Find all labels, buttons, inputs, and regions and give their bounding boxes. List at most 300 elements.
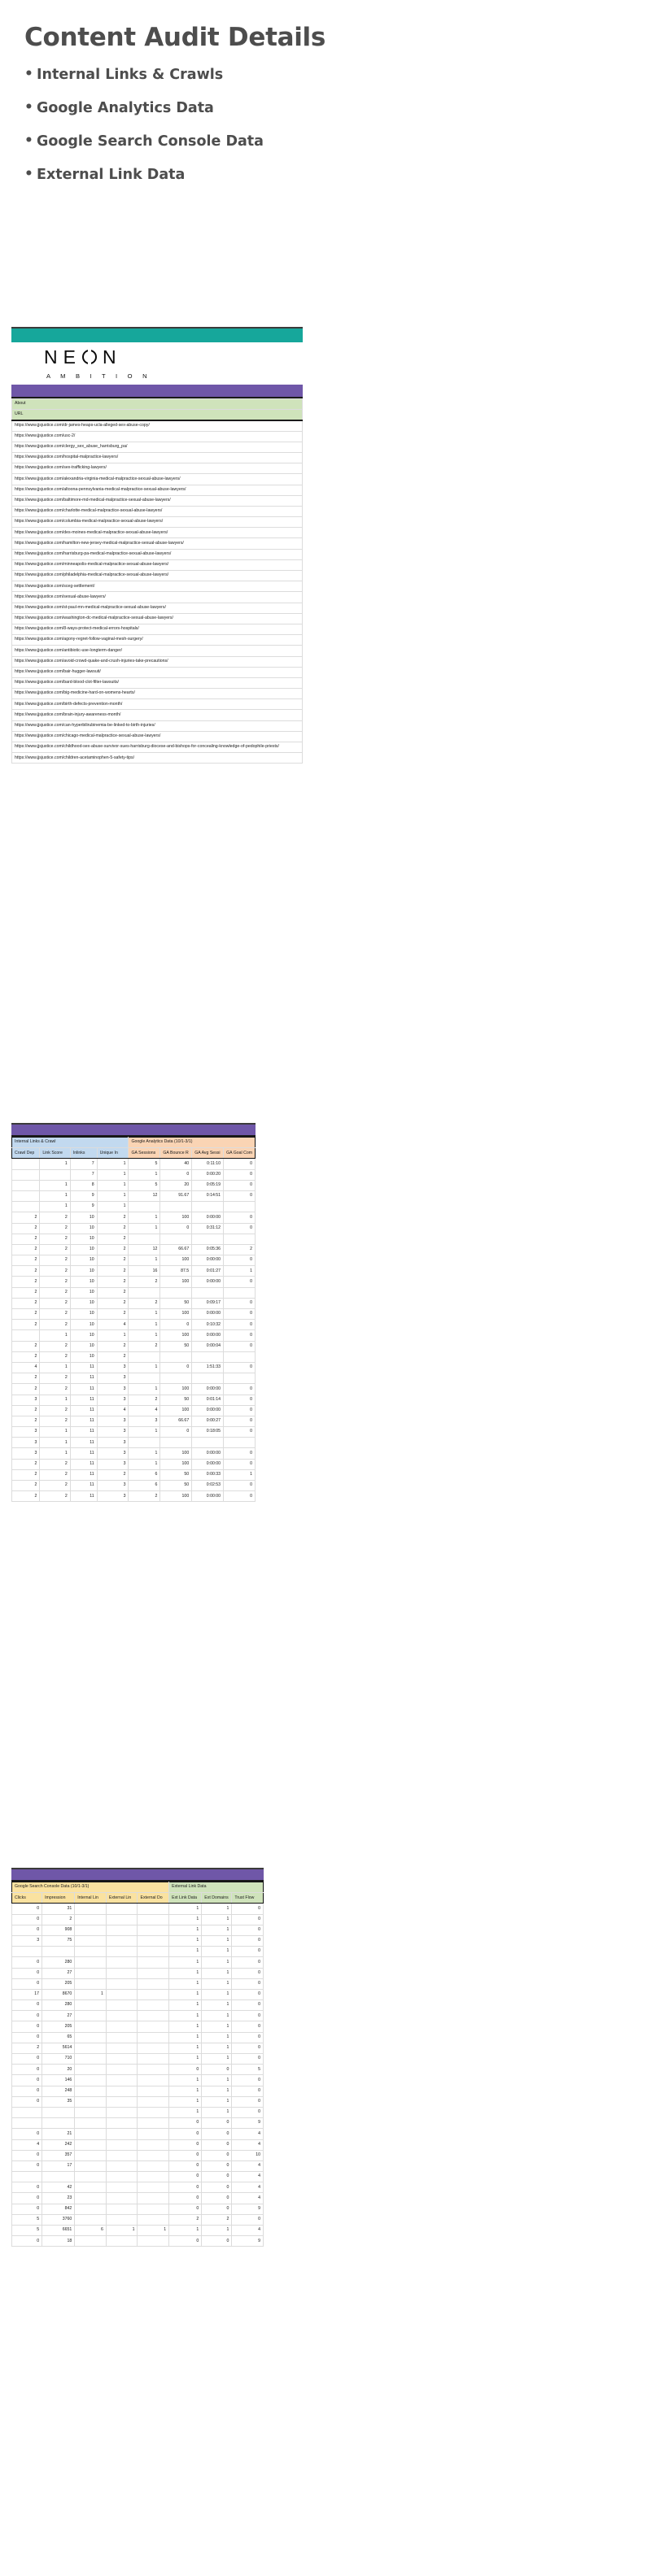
table-cell[interactable]: 0 [169,2118,202,2129]
column-header[interactable]: External Lin [106,1893,138,1904]
table-cell[interactable] [106,1925,138,1935]
table-cell[interactable] [192,1287,224,1298]
table-cell[interactable]: 1 [202,2011,232,2021]
table-cell[interactable]: 0:00:00 [192,1330,224,1341]
table-cell[interactable]: 10 [70,1212,97,1223]
table-cell[interactable]: 11 [70,1438,97,1448]
url-cell[interactable]: https://www.jjsjustice.com/minneapolis-medical-malpractice-sexual-abuse-lawyers/ [12,559,303,570]
table-cell[interactable] [75,1935,107,1946]
table-cell[interactable]: 0:11:10 [192,1159,224,1169]
table-cell[interactable] [75,2000,107,2011]
table-cell[interactable] [42,2118,75,2129]
table-cell[interactable]: 2 [12,1255,40,1266]
table-cell[interactable]: 1 [138,2226,169,2236]
table-cell[interactable]: 0 [224,1223,256,1234]
table-cell[interactable]: 0 [232,1925,264,1935]
table-cell[interactable]: 1 [224,1469,256,1480]
table-cell[interactable] [138,1978,169,1989]
url-cell[interactable]: https://www.jjsjustice.com/harrisburg-pa-medical-malpractice-sexual-abuse-lawyers/ [12,549,303,559]
table-cell[interactable] [106,2000,138,2011]
table-cell[interactable] [106,2214,138,2225]
table-cell[interactable]: 2 [97,1255,129,1266]
url-cell[interactable]: https://www.jjsjustice.com/alexandria-virginia-medical-malpractice-sexual-abuse-lawyers/ [12,474,303,485]
table-cell[interactable]: 6 [75,2226,107,2236]
table-cell[interactable] [75,2150,107,2160]
table-cell[interactable] [106,2021,138,2032]
table-cell[interactable] [106,2193,138,2204]
table-cell[interactable]: 0 [232,2054,264,2065]
table-cell[interactable]: 100 [160,1491,192,1502]
table-cell[interactable] [75,2139,107,2150]
table-cell[interactable]: 1 [169,1957,202,1968]
url-cell[interactable]: https://www.jjsjustice.com/sex-trafficking-lawyers/ [12,463,303,474]
url-cell[interactable]: https://www.jjsjustice.com/sceg-settlement/ [12,581,303,592]
table-cell[interactable]: 1 [129,1427,160,1438]
table-cell[interactable]: 2 [12,1244,40,1255]
table-cell[interactable]: 1 [40,1330,70,1341]
table-cell[interactable]: 3 [97,1427,129,1438]
table-cell[interactable]: 2 [40,1341,70,1351]
table-cell[interactable]: 0 [232,1957,264,1968]
table-cell[interactable] [106,2236,138,2247]
table-cell[interactable] [75,2182,107,2193]
table-cell[interactable]: 2 [12,1469,40,1480]
table-cell[interactable]: 0 [160,1427,192,1438]
table-cell[interactable]: 1 [106,2226,138,2236]
url-cell[interactable]: https://www.jjsjustice.com/bair-hugger-lawsuit/ [12,667,303,677]
table-cell[interactable]: 1 [202,2043,232,2053]
table-cell[interactable]: 1 [169,1989,202,1999]
table-cell[interactable]: 2 [12,1491,40,1502]
table-cell[interactable]: 100 [160,1309,192,1320]
table-cell[interactable]: 100 [160,1330,192,1341]
table-cell[interactable]: 17 [42,2160,75,2171]
table-cell[interactable] [12,1330,40,1341]
table-cell[interactable]: 0 [12,2086,42,2096]
table-cell[interactable]: 11 [70,1459,97,1469]
table-cell[interactable]: 1 [169,2096,202,2107]
table-cell[interactable]: 5 [129,1159,160,1169]
table-cell[interactable] [12,1202,40,1212]
table-cell[interactable]: 1 [202,1957,232,1968]
table-cell[interactable]: 0 [202,2182,232,2193]
table-cell[interactable]: 1 [202,2107,232,2117]
table-cell[interactable]: 2 [40,1212,70,1223]
table-cell[interactable] [106,1989,138,1999]
table-cell[interactable]: 50 [160,1395,192,1405]
table-cell[interactable]: 3 [97,1448,129,1459]
table-cell[interactable] [75,1904,107,1914]
table-cell[interactable]: 1 [129,1330,160,1341]
table-cell[interactable] [224,1351,256,1362]
table-cell[interactable] [138,2129,169,2139]
table-cell[interactable]: 2 [12,1212,40,1223]
table-cell[interactable]: 0:05:36 [192,1244,224,1255]
table-cell[interactable]: 2 [40,1469,70,1480]
table-cell[interactable]: 3 [129,1416,160,1426]
table-cell[interactable]: 1 [202,1904,232,1914]
table-cell[interactable]: 1 [202,2075,232,2086]
table-cell[interactable]: 100 [160,1459,192,1469]
table-cell[interactable]: 4 [129,1405,160,1416]
table-cell[interactable] [106,2204,138,2214]
table-cell[interactable]: 2 [12,1234,40,1244]
table-cell[interactable]: 0 [232,2032,264,2043]
table-cell[interactable]: 0:00:00 [192,1459,224,1469]
table-cell[interactable]: 2 [12,1405,40,1416]
table-cell[interactable]: 2 [129,1341,160,1351]
table-cell[interactable] [75,2096,107,2107]
table-cell[interactable] [129,1287,160,1298]
table-cell[interactable]: 1 [97,1169,129,1180]
table-cell[interactable]: 1 [169,1935,202,1946]
table-cell[interactable]: 2 [224,1244,256,1255]
table-cell[interactable]: 1 [202,1978,232,1989]
table-cell[interactable] [75,2065,107,2075]
table-cell[interactable]: 2 [97,1287,129,1298]
table-cell[interactable] [106,1957,138,1968]
table-cell[interactable]: 2 [129,1277,160,1287]
table-cell[interactable] [106,2054,138,2065]
table-cell[interactable]: 1 [97,1202,129,1212]
table-cell[interactable] [12,1190,40,1201]
table-cell[interactable]: 10 [70,1266,97,1277]
table-cell[interactable]: 27 [42,1968,75,1978]
table-cell[interactable]: 4 [232,2160,264,2171]
table-cell[interactable]: 3 [97,1384,129,1395]
url-cell[interactable]: https://www.jjsjustice.com/avoid-crowd-quake-and-crush-injuries-take-precautions/ [12,656,303,667]
table-cell[interactable]: 16 [129,1266,160,1277]
table-cell[interactable]: 50 [160,1298,192,1308]
table-cell[interactable]: 0:00:04 [192,1341,224,1351]
table-cell[interactable]: 205 [42,2021,75,2032]
table-cell[interactable]: 1 [202,2054,232,2065]
table-cell[interactable]: 0 [169,2193,202,2204]
table-cell[interactable]: 4 [232,2172,264,2182]
table-cell[interactable]: 0 [160,1169,192,1180]
table-cell[interactable]: 2 [40,1481,70,1491]
table-cell[interactable]: 1 [202,2226,232,2236]
table-cell[interactable]: 0 [12,1968,42,1978]
table-cell[interactable]: 1 [129,1255,160,1266]
table-cell[interactable] [12,1947,42,1957]
table-cell[interactable] [138,2107,169,2117]
table-cell[interactable]: 0 [224,1212,256,1223]
table-cell[interactable] [42,1947,75,1957]
column-header[interactable]: Crawl Dep [12,1148,40,1159]
table-cell[interactable]: 2 [40,1266,70,1277]
url-cell[interactable]: https://www.jjsjustice.com/clergy_sex_abuse_harrisburg_pa/ [12,442,303,452]
table-cell[interactable]: 0 [202,2160,232,2171]
table-cell[interactable]: 3 [12,1427,40,1438]
url-cell[interactable]: https://www.jjsjustice.com/can-hyperbilirubinemia-be-linked-to-birth-injuries/ [12,720,303,731]
table-cell[interactable]: 1 [169,2075,202,2086]
table-cell[interactable]: 0:00:00 [192,1309,224,1320]
table-cell[interactable]: 3 [12,1935,42,1946]
table-cell[interactable] [129,1438,160,1448]
table-cell[interactable]: 2 [97,1469,129,1480]
table-cell[interactable]: 27 [42,2011,75,2021]
table-cell[interactable]: 100 [160,1405,192,1416]
table-cell[interactable]: 75 [42,1935,75,1946]
table-cell[interactable] [106,2086,138,2096]
table-cell[interactable]: 0 [12,2150,42,2160]
url-cell[interactable]: https://www.jjsjustice.com/8-ways-protect-medical-errors-hospitals/ [12,624,303,634]
table-cell[interactable]: 42 [42,2182,75,2193]
table-cell[interactable] [106,2182,138,2193]
table-cell[interactable]: 2 [12,2043,42,2053]
table-cell[interactable]: 2 [40,1459,70,1469]
table-cell[interactable] [106,2065,138,2075]
table-cell[interactable]: 2 [129,1491,160,1502]
table-cell[interactable]: 35 [42,2096,75,2107]
table-cell[interactable]: 12 [129,1244,160,1255]
table-cell[interactable]: 710 [42,2054,75,2065]
table-cell[interactable] [138,1968,169,1978]
table-cell[interactable]: 242 [42,2139,75,2150]
table-cell[interactable]: 0 [224,1384,256,1395]
table-cell[interactable] [75,2236,107,2247]
table-cell[interactable]: 2 [12,1416,40,1426]
table-cell[interactable]: 0 [12,2075,42,2086]
table-cell[interactable]: 1 [97,1159,129,1169]
table-cell[interactable]: 908 [42,1925,75,1935]
table-cell[interactable]: 11 [70,1448,97,1459]
table-cell[interactable]: 1 [40,1190,70,1201]
column-header[interactable]: External Do [138,1893,169,1904]
table-cell[interactable]: 0 [202,2065,232,2075]
table-cell[interactable]: 4 [232,2193,264,2204]
table-cell[interactable] [138,2150,169,2160]
url-cell[interactable]: https://www.jjsjustice.com/childhood-sex-abuse-survivor-sues-harrisburg-diocese-and-bishops-for-concealing-knowledge-of-pedophile-priests/ [12,742,303,753]
table-cell[interactable]: 0 [232,2043,264,2053]
table-cell[interactable] [75,2032,107,2043]
table-cell[interactable]: 2 [169,2214,202,2225]
table-cell[interactable]: 11 [70,1427,97,1438]
table-cell[interactable]: 11 [70,1405,97,1416]
table-cell[interactable] [75,1914,107,1925]
table-cell[interactable]: 357 [42,2150,75,2160]
table-cell[interactable]: 9 [232,2236,264,2247]
column-header[interactable]: Ext Domains [202,1893,232,1904]
table-cell[interactable] [138,1957,169,1968]
table-cell[interactable]: 0 [169,2160,202,2171]
url-cell[interactable]: https://www.jjsjustice.com/hamilton-new-jersey-medical-malpractice-sexual-abuse-lawyers/ [12,538,303,549]
table-cell[interactable]: 2 [40,1234,70,1244]
table-cell[interactable] [12,2118,42,2129]
table-cell[interactable]: 3 [97,1481,129,1491]
table-cell[interactable]: 100 [160,1255,192,1266]
table-cell[interactable] [12,1180,40,1190]
table-cell[interactable]: 0:10:32 [192,1320,224,1330]
table-cell[interactable]: 100 [160,1384,192,1395]
table-cell[interactable]: 0 [12,2193,42,2204]
table-cell[interactable]: 3 [97,1373,129,1384]
table-cell[interactable]: 0 [232,1989,264,1999]
table-cell[interactable]: 17 [12,1989,42,1999]
table-cell[interactable]: 0 [224,1190,256,1201]
table-cell[interactable] [138,2214,169,2225]
table-cell[interactable]: 50 [160,1341,192,1351]
table-cell[interactable]: 0 [232,1914,264,1925]
table-cell[interactable] [224,1234,256,1244]
table-cell[interactable]: 1 [202,2021,232,2032]
table-cell[interactable] [12,2172,42,2182]
table-cell[interactable]: 1 [40,1202,70,1212]
table-cell[interactable] [106,2011,138,2021]
table-cell[interactable] [138,2160,169,2171]
table-cell[interactable] [75,2021,107,2032]
table-cell[interactable]: 8670 [42,1989,75,1999]
column-header[interactable]: Ext Link Data [169,1893,202,1904]
table-cell[interactable]: 1 [129,1362,160,1373]
table-cell[interactable]: 4 [12,2139,42,2150]
table-cell[interactable]: 0 [224,1180,256,1190]
table-cell[interactable]: 0 [12,2129,42,2139]
table-cell[interactable]: 4 [97,1320,129,1330]
table-cell[interactable] [138,2086,169,2096]
table-cell[interactable] [106,2139,138,2150]
table-cell[interactable] [75,2172,107,2182]
table-cell[interactable]: 0 [169,2139,202,2150]
table-cell[interactable]: 0 [202,2129,232,2139]
table-cell[interactable] [138,2139,169,2150]
column-header[interactable]: Link Score [40,1148,70,1159]
table-cell[interactable] [106,1978,138,1989]
table-cell[interactable]: 3 [97,1362,129,1373]
table-cell[interactable]: 0 [232,1947,264,1957]
table-cell[interactable]: 91.67 [160,1190,192,1201]
table-cell[interactable]: 0 [169,2129,202,2139]
table-cell[interactable] [192,1351,224,1362]
table-cell[interactable]: 4 [232,2226,264,2236]
table-cell[interactable] [42,2107,75,2117]
table-cell[interactable]: 1 [97,1330,129,1341]
table-cell[interactable]: 1 [40,1427,70,1438]
column-header[interactable]: Inlinks [70,1148,97,1159]
table-cell[interactable]: 0 [12,2096,42,2107]
table-cell[interactable]: 2 [97,1277,129,1287]
table-cell[interactable]: 66.67 [160,1244,192,1255]
table-cell[interactable]: 1 [129,1459,160,1469]
url-cell[interactable]: https://www.jjsjustice.com/children-acetaminophen-5-safety-tips/ [12,753,303,764]
table-cell[interactable] [192,1373,224,1384]
table-cell[interactable]: 1 [97,1180,129,1190]
table-cell[interactable] [192,1438,224,1448]
url-cell[interactable]: https://www.jjsjustice.com/washington-dc-medical-malpractice-sexual-abuse-lawyers/ [12,613,303,624]
table-cell[interactable]: 0 [232,1935,264,1946]
table-cell[interactable]: 1 [169,1925,202,1935]
table-cell[interactable]: 0:00:00 [192,1448,224,1459]
table-cell[interactable]: 1:51:33 [192,1362,224,1373]
table-cell[interactable]: 100 [160,1448,192,1459]
table-cell[interactable] [224,1438,256,1448]
url-cell[interactable]: https://www.jjsjustice.com/brain-injury-awareness-month/ [12,710,303,720]
table-cell[interactable]: 2 [40,1244,70,1255]
table-cell[interactable]: 2 [12,1384,40,1395]
table-cell[interactable]: 0 [169,2204,202,2214]
table-cell[interactable]: 21 [42,2129,75,2139]
table-cell[interactable]: 9 [70,1202,97,1212]
table-cell[interactable]: 0 [224,1330,256,1341]
table-cell[interactable] [75,2075,107,2086]
table-cell[interactable]: 10 [70,1351,97,1362]
table-cell[interactable]: 0 [12,1904,42,1914]
table-cell[interactable]: 10 [70,1255,97,1266]
table-cell[interactable]: 11 [70,1395,97,1405]
url-cell[interactable]: https://www.jjsjustice.com/st-paul-mn-medical-malpractice-sexual-abuse-lawyers/ [12,603,303,613]
table-cell[interactable]: 0:09:17 [192,1298,224,1308]
table-cell[interactable]: 0 [169,2182,202,2193]
table-cell[interactable]: 10 [232,2150,264,2160]
table-cell[interactable] [138,2065,169,2075]
table-cell[interactable] [106,2032,138,2043]
url-cell[interactable]: https://www.jjsjustice.com/antibiotic-use-longterm-danger/ [12,646,303,656]
table-cell[interactable]: 2 [40,1491,70,1502]
url-cell[interactable]: https://www.jjsjustice.com/columbia-medical-malpractice-sexual-abuse-lawyers/ [12,517,303,528]
table-cell[interactable]: 0 [202,2204,232,2214]
table-cell[interactable]: 100 [160,1277,192,1287]
table-cell[interactable]: 31 [42,1904,75,1914]
table-cell[interactable]: 12 [129,1190,160,1201]
table-cell[interactable]: 11 [70,1469,97,1480]
table-cell[interactable]: 3 [97,1395,129,1405]
table-cell[interactable] [75,1947,107,1957]
table-cell[interactable]: 0 [224,1309,256,1320]
table-cell[interactable]: 2 [97,1212,129,1223]
table-cell[interactable]: 1 [169,2011,202,2021]
table-cell[interactable]: 1 [169,1914,202,1925]
table-cell[interactable] [106,1968,138,1978]
table-cell[interactable]: 2 [97,1351,129,1362]
table-cell[interactable]: 0 [160,1320,192,1330]
table-cell[interactable]: 1 [129,1384,160,1395]
table-cell[interactable]: 2 [97,1266,129,1277]
table-cell[interactable]: 1 [169,1968,202,1978]
table-cell[interactable]: 10 [70,1320,97,1330]
table-cell[interactable]: 0 [232,1978,264,1989]
table-cell[interactable]: 1 [40,1395,70,1405]
table-cell[interactable] [192,1202,224,1212]
table-cell[interactable]: 2 [40,1287,70,1298]
table-cell[interactable] [138,2118,169,2129]
table-cell[interactable] [106,1947,138,1957]
table-cell[interactable]: 2 [12,1341,40,1351]
table-cell[interactable]: 8 [70,1180,97,1190]
table-cell[interactable] [129,1202,160,1212]
table-cell[interactable]: 10 [70,1341,97,1351]
table-cell[interactable]: 2 [40,1405,70,1416]
table-cell[interactable]: 3 [12,1438,40,1448]
table-cell[interactable] [75,2160,107,2171]
table-cell[interactable] [75,2214,107,2225]
table-cell[interactable] [138,2032,169,2043]
table-cell[interactable] [75,1925,107,1935]
table-cell[interactable]: 2 [40,1309,70,1320]
table-cell[interactable]: 66.67 [160,1416,192,1426]
column-header[interactable]: Impression [42,1893,75,1904]
table-cell[interactable]: 1 [202,1914,232,1925]
table-cell[interactable]: 2 [97,1298,129,1308]
table-cell[interactable]: 1 [129,1320,160,1330]
table-cell[interactable]: 0 [12,2065,42,2075]
table-cell[interactable]: 0 [232,1968,264,1978]
table-cell[interactable]: 3 [97,1491,129,1502]
table-cell[interactable]: 0 [224,1427,256,1438]
table-cell[interactable]: 2 [40,1373,70,1384]
table-cell[interactable]: 0:00:00 [192,1405,224,1416]
table-cell[interactable]: 0 [224,1416,256,1426]
